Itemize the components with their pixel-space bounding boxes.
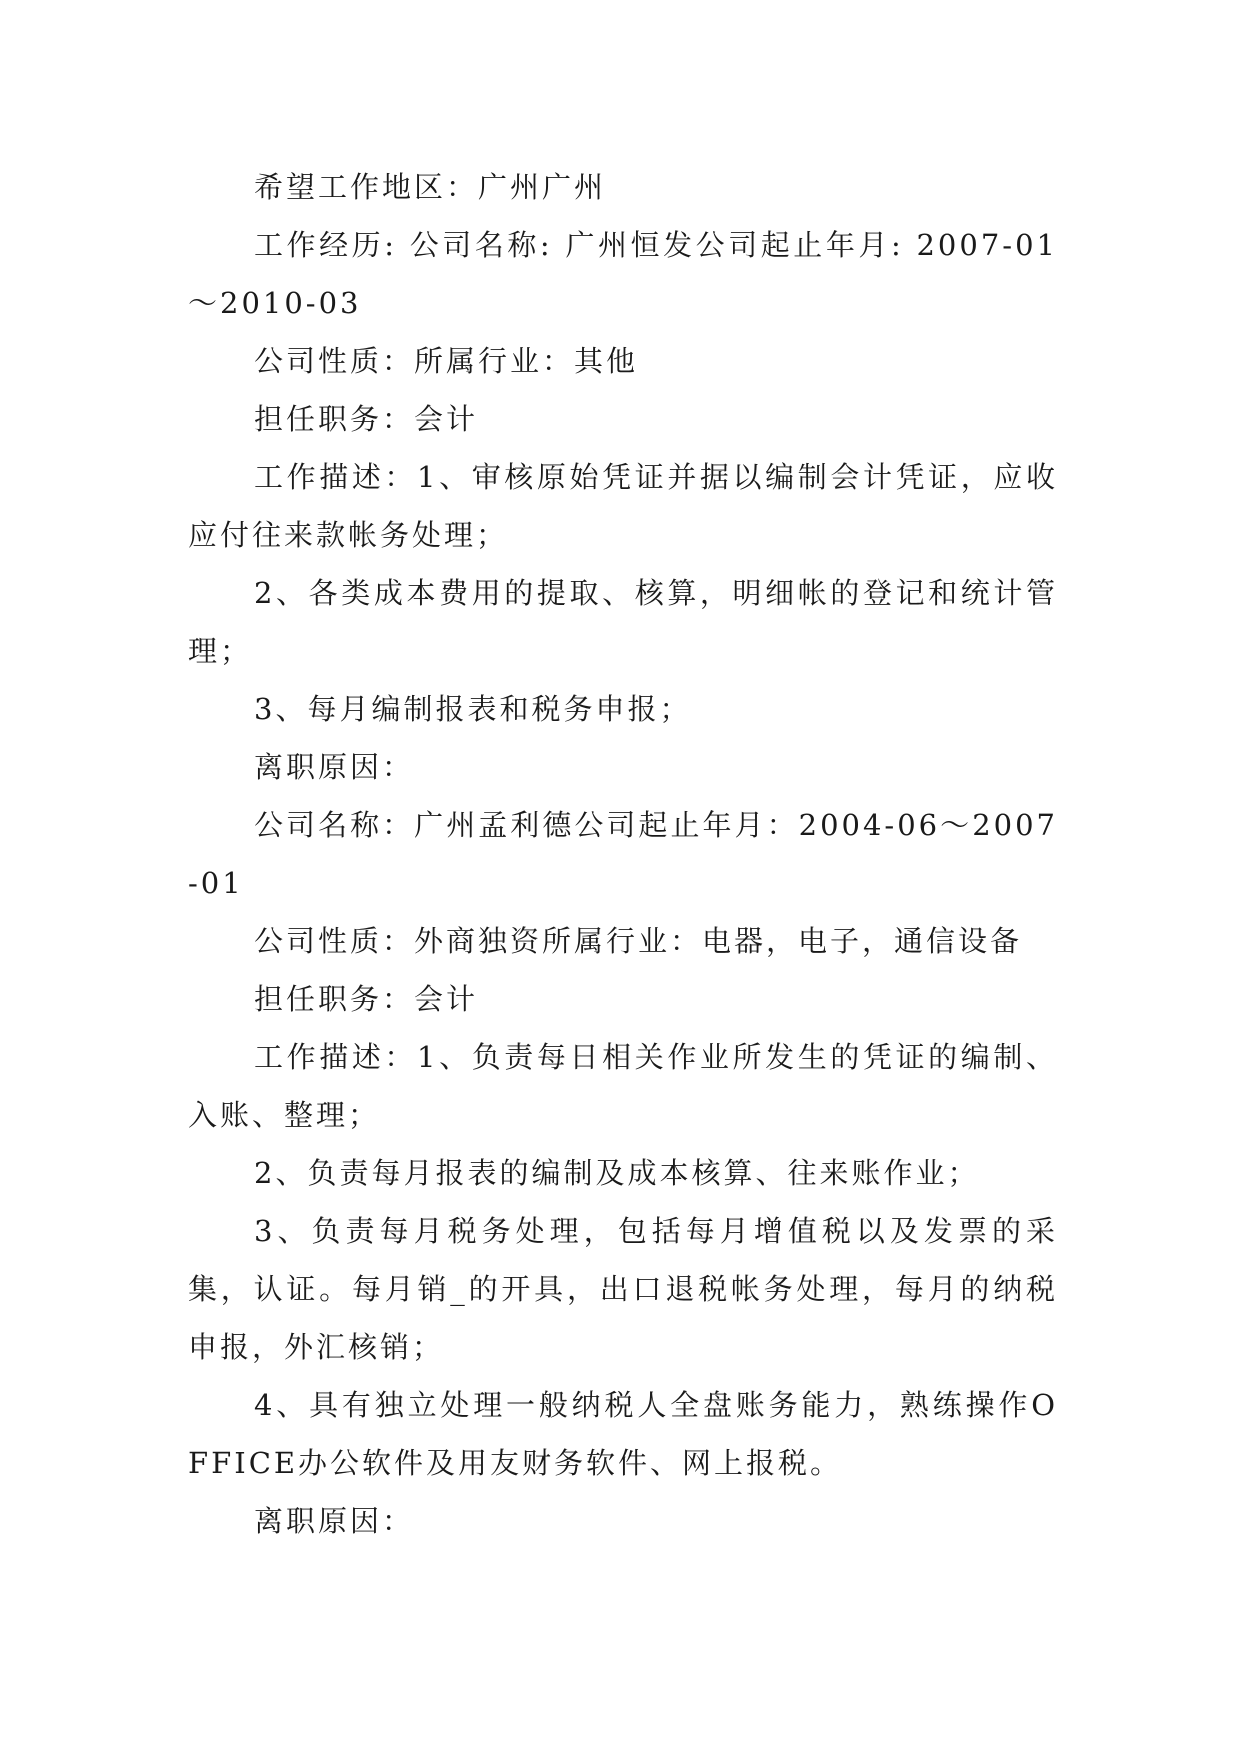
paragraph-job-description-2-item-4: 4、具有独立处理一般纳税人全盘账务能力，熟练操作OFFICE办公软件及用友财务软件、网上报税。 (188, 1388, 1058, 1480)
paragraph-desired-location: 希望工作地区：广州广州 (254, 170, 607, 204)
paragraph-job-description-2-item-3: 3、负责每月税务处理，包括每月增值税以及发票的采集，认证。每月销_的开具，出口退税帐务处理，每月的纳税申报，外汇核销； (188, 1214, 1058, 1364)
paragraph-company-nature-2: 公司性质：外商独资所属行业：电器，电子，通信设备 (254, 924, 1023, 958)
paragraph-leaving-reason-2: 离职原因： (254, 1504, 415, 1538)
paragraph-job-description-1-item-1: 工作描述：1、审核原始凭证并据以编制会计凭证，应收应付往来款帐务处理； (188, 460, 1058, 552)
paragraph-position-2: 担任职务：会计 (254, 982, 479, 1016)
paragraph-job-description-2-item-2: 2、负责每月报表的编制及成本核算、往来账作业； (254, 1156, 980, 1190)
paragraph-job-description-2-item-1: 工作描述：1、负责每日相关作业所发生的凭证的编制、入账、整理； (188, 1040, 1058, 1132)
paragraph-position-1: 担任职务：会计 (254, 402, 479, 436)
document-body (188, 158, 1058, 1550)
paragraph-job-description-1-item-2: 2、各类成本费用的提取、核算，明细帐的登记和统计管理； (188, 576, 1058, 668)
paragraph-leaving-reason-1: 离职原因： (254, 750, 415, 784)
paragraph-job-description-1-item-3: 3、每月编制报表和税务申报； (254, 692, 692, 726)
paragraph-company-2: 公司名称：广州孟利德公司起止年月：2004-06～2007-01 (188, 808, 1058, 900)
paragraph-company-nature-1: 公司性质：所属行业：其他 (254, 344, 639, 378)
paragraph-work-history-company-1: 工作经历: 公司名称: 广州恒发公司起止年月: 2007-01～2010-03 (188, 228, 1058, 320)
